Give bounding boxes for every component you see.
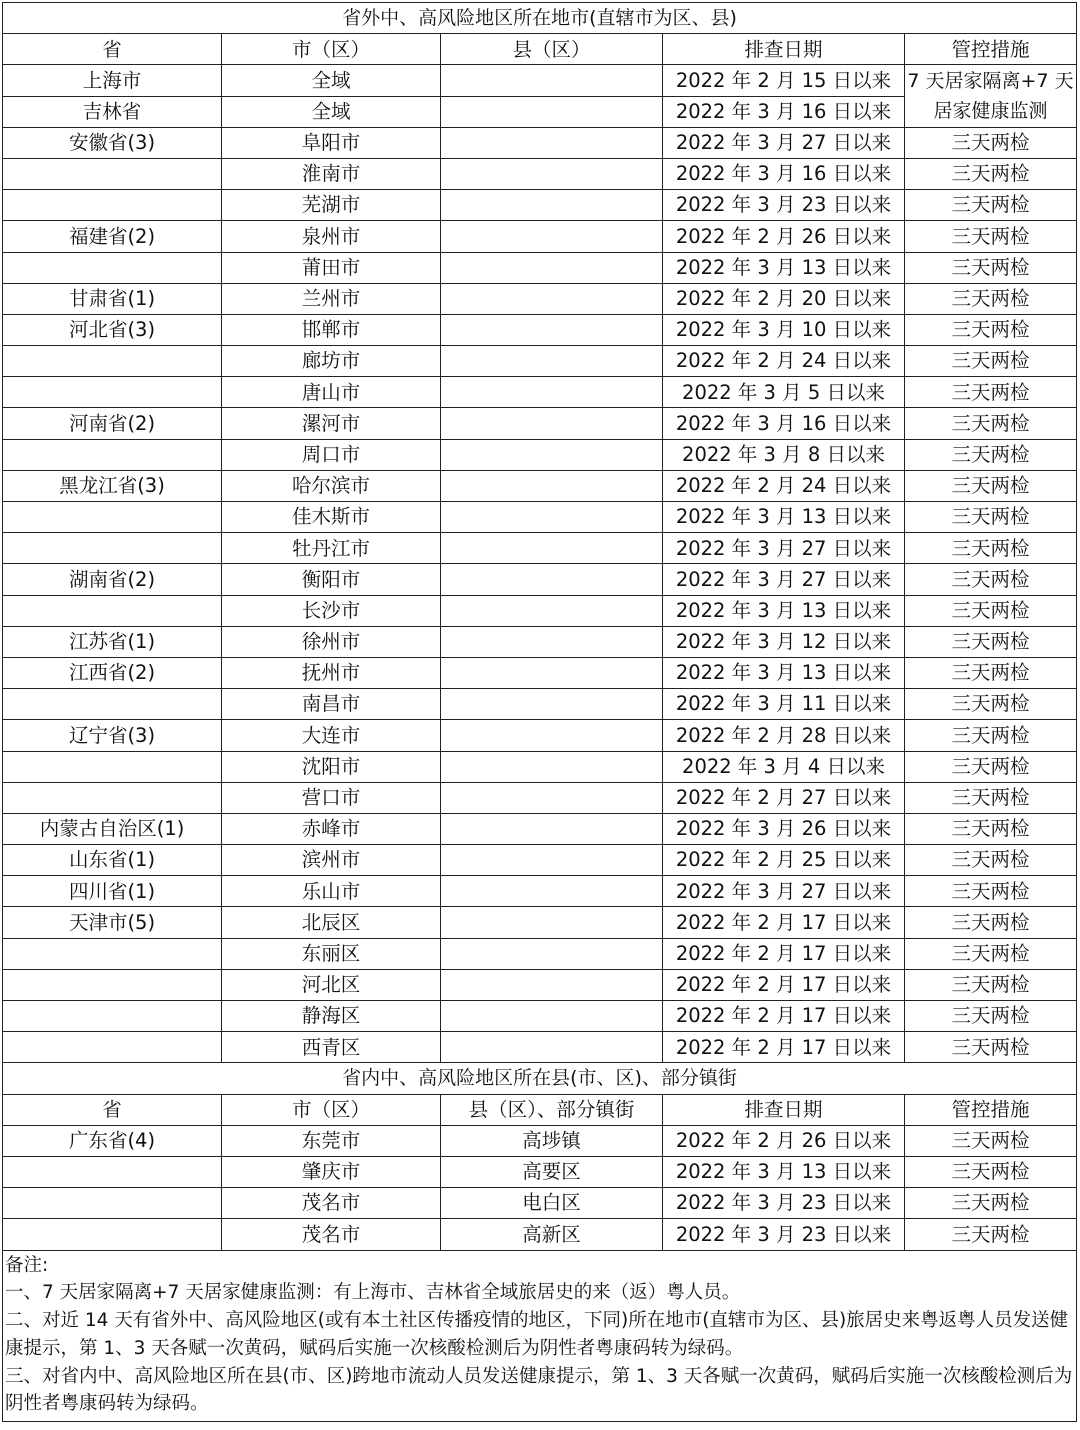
date-cell: 2022 年 2 月 27 日以来: [663, 782, 905, 813]
table-row: [3, 470, 1077, 501]
province-cell: 天津市(5): [3, 907, 222, 938]
province-cell: 辽宁省(3): [3, 720, 222, 751]
county-cell: [441, 969, 663, 1000]
table-row: [3, 564, 1077, 595]
header-province: 省: [3, 1094, 222, 1125]
county-cell: [441, 502, 663, 533]
date-cell: 2022 年 2 月 17 日以来: [663, 907, 905, 938]
city-cell: 哈尔滨市: [222, 470, 441, 501]
province-cell: [3, 346, 222, 377]
city-cell: 衡阳市: [222, 564, 441, 595]
header-measure: 管控措施: [905, 34, 1077, 65]
table-row: [3, 408, 1077, 439]
measure-cell: 三天两检: [905, 283, 1077, 314]
measure-cell: 三天两检: [905, 533, 1077, 564]
date-cell: 2022 年 2 月 26 日以来: [663, 221, 905, 252]
county-cell: [441, 595, 663, 626]
city-cell: 河北区: [222, 969, 441, 1000]
city-cell: 静海区: [222, 1001, 441, 1032]
city-cell: 周口市: [222, 439, 441, 470]
province-cell: [3, 1219, 222, 1250]
county-cell: [441, 221, 663, 252]
county-cell: [441, 938, 663, 969]
city-cell: 南昌市: [222, 689, 441, 720]
measure-cell: 三天两检: [905, 907, 1077, 938]
county-cell: [441, 408, 663, 439]
province-cell: 四川省(1): [3, 876, 222, 907]
table-row: [3, 751, 1077, 782]
date-cell: 2022 年 3 月 16 日以来: [663, 408, 905, 439]
county-cell: [441, 813, 663, 844]
table-row: [3, 252, 1077, 283]
province-cell: [3, 1188, 222, 1219]
province-cell: 吉林省: [3, 96, 222, 127]
province-cell: [3, 782, 222, 813]
note-item-2: 二、对近 14 天有省外中、高风险地区(或有本土社区传播疫情的地区，下同)所在地市(直辖市为区、县)旅居史来粤返粤人员发送健康提示，第 1、3 天各赋一次黄码，赋码后实施一次核酸检测后为阴性者粤康码转为绿码。: [5, 1310, 1069, 1359]
date-cell: 2022 年 2 月 17 日以来: [663, 969, 905, 1000]
date-cell: 2022 年 2 月 24 日以来: [663, 346, 905, 377]
table-row: [3, 876, 1077, 907]
date-cell: 2022 年 3 月 23 日以来: [663, 1188, 905, 1219]
note-item-3: 三、对省内中、高风险地区所在县(市、区)跨地市流动人员发送健康提示，第 1、3 天各赋一次黄码，赋码后实施一次核酸检测后为阴性者粤康码转为绿码。: [5, 1365, 1073, 1415]
city-cell: 长沙市: [222, 595, 441, 626]
province-cell: [3, 938, 222, 969]
date-cell: 2022 年 2 月 25 日以来: [663, 845, 905, 876]
notes-row: [3, 1250, 1077, 1422]
measure-cell: 三天两检: [905, 782, 1077, 813]
table-row: [3, 502, 1077, 533]
city-cell: 全域: [222, 65, 441, 96]
city-cell: 兰州市: [222, 283, 441, 314]
province-cell: 广东省(4): [3, 1125, 222, 1156]
table-row: [3, 346, 1077, 377]
county-cell: [441, 346, 663, 377]
table-row: [3, 595, 1077, 626]
section2-header-row: [3, 1094, 1077, 1125]
city-cell: 沈阳市: [222, 751, 441, 782]
county-cell: 电白区: [441, 1188, 663, 1219]
county-cell: [441, 845, 663, 876]
city-cell: 芜湖市: [222, 190, 441, 221]
measure-cell: 三天两检: [905, 813, 1077, 844]
date-cell: 2022 年 2 月 15 日以来: [663, 65, 905, 96]
province-cell: 河南省(2): [3, 408, 222, 439]
table-row: [3, 1001, 1077, 1032]
table-row: [3, 907, 1077, 938]
province-cell: 江苏省(1): [3, 626, 222, 657]
table-row: [3, 657, 1077, 688]
date-cell: 2022 年 3 月 23 日以来: [663, 190, 905, 221]
header-city: 市（区）: [222, 34, 441, 65]
county-cell: [441, 720, 663, 751]
measure-cell: 三天两检: [905, 689, 1077, 720]
measure-cell: 三天两检: [905, 439, 1077, 470]
measure-cell: 三天两检: [905, 720, 1077, 751]
measure-cell: 三天两检: [905, 221, 1077, 252]
table-row: [3, 1032, 1077, 1063]
date-cell: 2022 年 3 月 26 日以来: [663, 813, 905, 844]
province-cell: 湖南省(2): [3, 564, 222, 595]
city-cell: 东丽区: [222, 938, 441, 969]
date-cell: 2022 年 3 月 27 日以来: [663, 564, 905, 595]
date-cell: 2022 年 3 月 4 日以来: [663, 751, 905, 782]
province-cell: [3, 689, 222, 720]
date-cell: 2022 年 3 月 5 日以来: [663, 377, 905, 408]
county-cell: [441, 127, 663, 158]
province-cell: 河北省(3): [3, 314, 222, 345]
city-cell: 唐山市: [222, 377, 441, 408]
county-cell: [441, 626, 663, 657]
city-cell: 抚州市: [222, 657, 441, 688]
county-cell: [441, 158, 663, 189]
table-row: [3, 689, 1077, 720]
province-cell: [3, 190, 222, 221]
province-cell: 安徽省(3): [3, 127, 222, 158]
province-cell: [3, 595, 222, 626]
city-cell: 全域: [222, 96, 441, 127]
measure-cell: 三天两检: [905, 127, 1077, 158]
province-cell: [3, 1001, 222, 1032]
county-cell: [441, 470, 663, 501]
county-cell: [441, 252, 663, 283]
measure-cell: 三天两检: [905, 564, 1077, 595]
date-cell: 2022 年 3 月 10 日以来: [663, 314, 905, 345]
city-cell: 大连市: [222, 720, 441, 751]
section1-title: 省外中、高风险地区所在地市(直辖市为区、县): [3, 3, 1077, 34]
table-row: [3, 377, 1077, 408]
date-cell: 2022 年 3 月 16 日以来: [663, 96, 905, 127]
date-cell: 2022 年 3 月 27 日以来: [663, 533, 905, 564]
city-cell: 北辰区: [222, 907, 441, 938]
table-row: [3, 190, 1077, 221]
county-cell: 高要区: [441, 1156, 663, 1187]
city-cell: 佳木斯市: [222, 502, 441, 533]
province-cell: 江西省(2): [3, 657, 222, 688]
table-row: [3, 439, 1077, 470]
date-cell: 2022 年 3 月 23 日以来: [663, 1219, 905, 1250]
table-row: [3, 283, 1077, 314]
merged-measure-cell: 7 天居家隔离+7 天居家健康监测: [905, 65, 1077, 127]
table-row: [3, 938, 1077, 969]
header-county-town: 县（区）、部分镇街: [441, 1094, 663, 1125]
county-cell: [441, 1032, 663, 1063]
county-cell: [441, 564, 663, 595]
date-cell: 2022 年 3 月 16 日以来: [663, 158, 905, 189]
province-cell: 内蒙古自治区(1): [3, 813, 222, 844]
county-cell: [441, 96, 663, 127]
city-cell: 泉州市: [222, 221, 441, 252]
city-cell: 乐山市: [222, 876, 441, 907]
city-cell: 茂名市: [222, 1188, 441, 1219]
city-cell: 东莞市: [222, 1125, 441, 1156]
city-cell: 肇庆市: [222, 1156, 441, 1187]
date-cell: 2022 年 2 月 17 日以来: [663, 938, 905, 969]
table-row: [3, 813, 1077, 844]
county-cell: 高新区: [441, 1219, 663, 1250]
note-item-1: 一、7 天居家隔离+7 天居家健康监测：有上海市、吉林省全域旅居史的来（返）粤人员。: [5, 1282, 741, 1304]
date-cell: 2022 年 3 月 13 日以来: [663, 1156, 905, 1187]
section2-title-row: [3, 1063, 1077, 1094]
province-cell: [3, 377, 222, 408]
table-row: [3, 626, 1077, 657]
section1-title-row: [3, 3, 1077, 34]
city-cell: 徐州市: [222, 626, 441, 657]
date-cell: 2022 年 3 月 11 日以来: [663, 689, 905, 720]
measure-cell: 三天两检: [905, 1032, 1077, 1063]
measure-cell: 三天两检: [905, 252, 1077, 283]
county-cell: [441, 439, 663, 470]
measure-cell: 三天两检: [905, 190, 1077, 221]
province-cell: 福建省(2): [3, 221, 222, 252]
measure-cell: 三天两检: [905, 1188, 1077, 1219]
city-cell: 营口市: [222, 782, 441, 813]
table-row: [3, 221, 1077, 252]
measure-cell: 三天两检: [905, 1125, 1077, 1156]
province-cell: [3, 1156, 222, 1187]
date-cell: 2022 年 2 月 28 日以来: [663, 720, 905, 751]
county-cell: [441, 782, 663, 813]
header-date: 排查日期: [663, 1094, 905, 1125]
province-cell: 甘肃省(1): [3, 283, 222, 314]
measure-cell: 三天两检: [905, 470, 1077, 501]
county-cell: 高埗镇: [441, 1125, 663, 1156]
province-cell: 山东省(1): [3, 845, 222, 876]
table-row: [3, 127, 1077, 158]
table-row: [3, 158, 1077, 189]
measure-cell: 三天两检: [905, 845, 1077, 876]
section2-title: 省内中、高风险地区所在县(市、区)、部分镇街: [3, 1063, 1077, 1094]
city-cell: 滨州市: [222, 845, 441, 876]
measure-cell: 三天两检: [905, 626, 1077, 657]
date-cell: 2022 年 2 月 20 日以来: [663, 283, 905, 314]
date-cell: 2022 年 2 月 17 日以来: [663, 1001, 905, 1032]
county-cell: [441, 1001, 663, 1032]
date-cell: 2022 年 3 月 12 日以来: [663, 626, 905, 657]
date-cell: 2022 年 2 月 26 日以来: [663, 1125, 905, 1156]
city-cell: 牡丹江市: [222, 533, 441, 564]
table-row: [3, 65, 1077, 96]
measure-cell: 三天两检: [905, 377, 1077, 408]
table-row: [3, 720, 1077, 751]
measure-cell: 三天两检: [905, 346, 1077, 377]
table-row: [3, 1125, 1077, 1156]
province-cell: [3, 502, 222, 533]
date-cell: 2022 年 3 月 13 日以来: [663, 252, 905, 283]
city-cell: 莆田市: [222, 252, 441, 283]
city-cell: 茂名市: [222, 1219, 441, 1250]
measure-cell: 三天两检: [905, 938, 1077, 969]
province-cell: [3, 751, 222, 782]
measure-cell: 三天两检: [905, 502, 1077, 533]
date-cell: 2022 年 2 月 17 日以来: [663, 1032, 905, 1063]
date-cell: 2022 年 2 月 24 日以来: [663, 470, 905, 501]
table-row: [3, 314, 1077, 345]
province-cell: 上海市: [3, 65, 222, 96]
city-cell: 淮南市: [222, 158, 441, 189]
province-cell: [3, 533, 222, 564]
city-cell: 廊坊市: [222, 346, 441, 377]
city-cell: 赤峰市: [222, 813, 441, 844]
risk-area-table: [2, 2, 1077, 1422]
table-row: [3, 1156, 1077, 1187]
date-cell: 2022 年 3 月 8 日以来: [663, 439, 905, 470]
date-cell: 2022 年 3 月 27 日以来: [663, 127, 905, 158]
header-measure: 管控措施: [905, 1094, 1077, 1125]
city-cell: 阜阳市: [222, 127, 441, 158]
county-cell: [441, 314, 663, 345]
province-cell: [3, 969, 222, 1000]
city-cell: 西青区: [222, 1032, 441, 1063]
section1-header-row: [3, 34, 1077, 65]
measure-cell: 三天两检: [905, 314, 1077, 345]
measure-cell: 三天两检: [905, 595, 1077, 626]
notes-label: 备注:: [5, 1254, 49, 1276]
province-cell: [3, 439, 222, 470]
header-county: 县（区）: [441, 34, 663, 65]
county-cell: [441, 283, 663, 314]
measure-cell: 三天两检: [905, 1001, 1077, 1032]
header-city: 市（区）: [222, 1094, 441, 1125]
province-cell: 黑龙江省(3): [3, 470, 222, 501]
table-row: [3, 1219, 1077, 1250]
county-cell: [441, 751, 663, 782]
county-cell: [441, 907, 663, 938]
measure-cell: 三天两检: [905, 158, 1077, 189]
header-date: 排查日期: [663, 34, 905, 65]
measure-cell: 三天两检: [905, 657, 1077, 688]
province-cell: [3, 1032, 222, 1063]
date-cell: 2022 年 3 月 13 日以来: [663, 502, 905, 533]
date-cell: 2022 年 3 月 27 日以来: [663, 876, 905, 907]
county-cell: [441, 876, 663, 907]
measure-cell: 三天两检: [905, 751, 1077, 782]
measure-cell: 三天两检: [905, 969, 1077, 1000]
header-province: 省: [3, 34, 222, 65]
county-cell: [441, 190, 663, 221]
province-cell: [3, 158, 222, 189]
county-cell: [441, 533, 663, 564]
table-row: [3, 533, 1077, 564]
table-row: [3, 1188, 1077, 1219]
city-cell: 漯河市: [222, 408, 441, 439]
county-cell: [441, 657, 663, 688]
county-cell: [441, 65, 663, 96]
province-cell: [3, 252, 222, 283]
table-row: [3, 845, 1077, 876]
measure-cell: 三天两检: [905, 1219, 1077, 1250]
table-row: [3, 969, 1077, 1000]
measure-cell: 三天两检: [905, 1156, 1077, 1187]
county-cell: [441, 689, 663, 720]
date-cell: 2022 年 3 月 13 日以来: [663, 657, 905, 688]
city-cell: 邯郸市: [222, 314, 441, 345]
date-cell: 2022 年 3 月 13 日以来: [663, 595, 905, 626]
notes-cell: [3, 1250, 1077, 1422]
measure-cell: 三天两检: [905, 408, 1077, 439]
county-cell: [441, 377, 663, 408]
table-row: [3, 782, 1077, 813]
measure-cell: 三天两检: [905, 876, 1077, 907]
